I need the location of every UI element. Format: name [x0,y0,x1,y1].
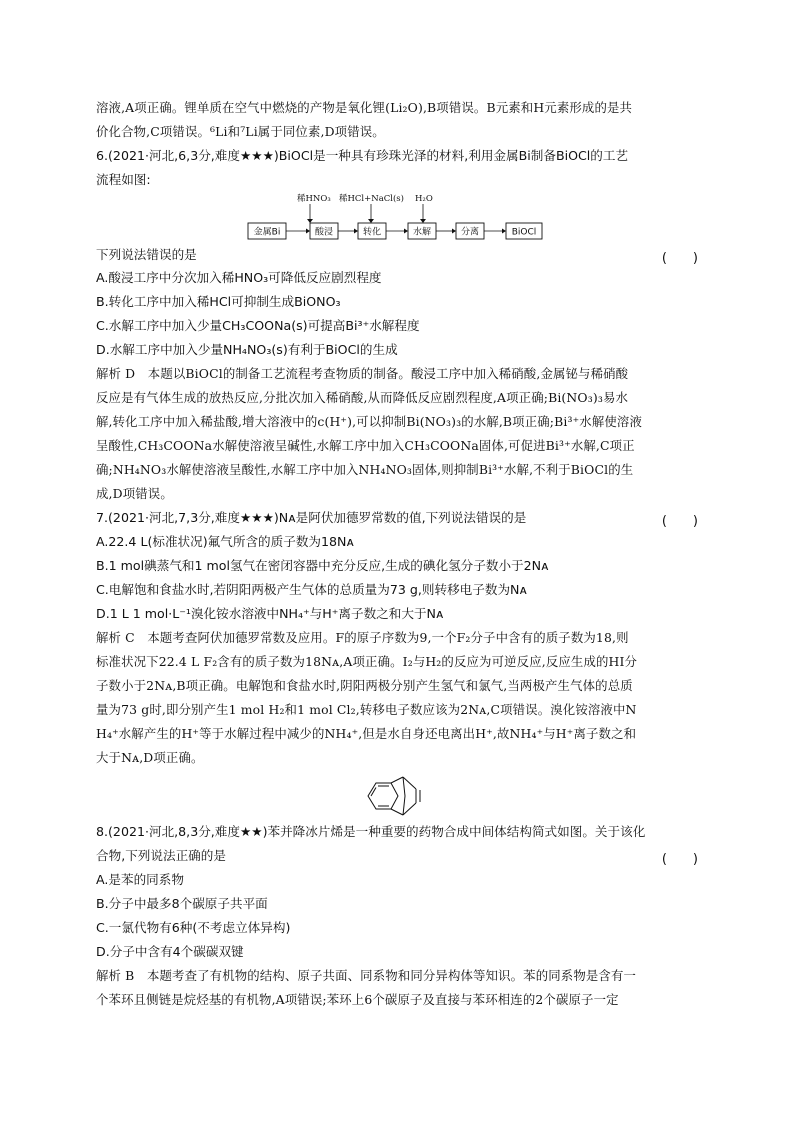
process-flow-diagram [240,193,560,245]
option-b: B.1 mol碘蒸气和1 mol氢气在密闭容器中充分反应,生成的碘化氢分子数小于2Nᴀ [96,558,549,573]
option-a: A.酸浸工序中分次加入稀HNO₃可降低反应剧烈程度 [96,270,382,285]
option-d: D.分子中含有4个碳碳双键 [96,944,244,959]
text-line: 价化合物,C项错误。⁶Li和⁷Li属于同位素,D项错误。 [96,124,385,139]
q6-explanation: 解,转化工序中加入稀盐酸,增大溶液中的c(H⁺),可以抑制Bi(NO₃)₃的水解,B项正确;Bi³⁺水解使溶液 [96,414,642,429]
option-c: C.一氯代物有6种(不考虑立体异构) [96,920,291,935]
option-d: D.1 L 1 mol·L⁻¹溴化铵水溶液中NH₄⁺与H⁺离子数之和大于Nᴀ [96,606,444,621]
q7-explanation: 量为73 g时,即分别产生1 mol H₂和1 mol Cl₂,转移电子数应该为2Nᴀ,C项错误。溴化铵溶液中N [96,702,637,717]
option-b: B.分子中最多8个碳原子共平面 [96,896,268,911]
flow-step-label: 水解 [412,227,432,238]
reagent-label: 稀HCl+NaCl(s) [339,194,404,204]
q7-explanation: H₄⁺水解产生的H⁺等于水解过程中减少的NH₄⁺,但是水自身还电离出H⁺,故NH₄⁺与H⁺离子数之和 [96,726,637,741]
flow-step-label: BiOCl [511,227,537,238]
text-line: 溶液,A项正确。锂单质在空气中燃烧的产物是氧化锂(Li₂O),B项错误。B元素和H元素形成的是共 [96,100,633,115]
reagent-label: H₂O [415,194,433,204]
answer-blank: ( ) [661,514,698,529]
molecule-structure-image [360,771,434,821]
option-c: C.水解工序中加入少量CH₃COONa(s)可提高Bi³⁺水解程度 [96,318,420,333]
q6-explanation: 反应是有气体生成的放热反应,分批次加入稀硝酸,从而降低反应剧烈程度,A项正确;Bi(NO₃)₃易水 [96,390,629,405]
flow-step-label: 转化 [362,227,382,238]
q8-explanation: 个苯环且侧链是烷烃基的有机物,A项错误;苯环上6个碳原子及直接与苯环相连的2个碳原子一定 [96,992,619,1007]
q7-stem: 7.(2021·河北,7,3分,难度★★★)Nᴀ是阿伏加德罗常数的值,下列说法错误的是 [96,510,527,525]
reagent-label: 稀HNO₃ [297,194,331,204]
option-b: B.转化工序中加入稀HCl可抑制生成BiONO₃ [96,294,341,309]
q8-stem-cont: 合物,下列说法正确的是 [96,848,226,863]
answer-blank: ( ) [661,852,698,867]
q8-explanation: 解析 B 本题考查了有机物的结构、原子共面、同系物和同分异构体等知识。苯的同系物是含有一 [96,968,637,983]
answer-blank: ( ) [661,251,698,266]
flow-step-label: 金属Bi [253,227,281,238]
q6-explanation: 呈酸性,CH₃COONa水解使溶液呈碱性,水解工序中加入CH₃COONa固体,可促进Bi³⁺水解,C项正 [96,438,635,453]
option-d: D.水解工序中加入少量NH₄NO₃(s)有利于BiOCl的生成 [96,342,398,357]
q7-explanation: 解析 C 本题考查阿伏加德罗常数及应用。F的原子序数为9,一个F₂分子中含有的质子数为18,则 [96,630,629,645]
q6-prompt: 下列说法错误的是 [96,247,197,262]
option-a: A.是苯的同系物 [96,872,184,887]
q6-explanation: 解析 D 本题以BiOCl的制备工艺流程考查物质的制备。酸浸工序中加入稀硝酸,金属铋与稀硝酸 [96,366,629,381]
q6-explanation: 成,D项错误。 [96,486,173,501]
q7-explanation: 子数小于2Nᴀ,B项正确。电解饱和食盐水时,阴阳两极分别产生氢气和氯气,当两极产生气体的总质 [96,678,633,693]
flow-step-label: 分离 [460,227,480,238]
flow-step-label: 酸浸 [314,227,334,238]
q6-stem-cont: 流程如图: [96,172,151,187]
q6-explanation: 确;NH₄NO₃水解使溶液呈酸性,水解工序中加入NH₄NO₃固体,则抑制Bi³⁺水解,不利于BiOCl的生 [96,462,634,477]
q7-explanation: 大于Nᴀ,D项正确。 [96,750,204,765]
q7-explanation: 标准状况下22.4 L F₂含有的质子数为18Nᴀ,A项正确。I₂与H₂的反应为可逆反应,反应生成的HI分 [96,654,638,669]
option-c: C.电解饱和食盐水时,若阴阳两极产生气体的总质量为73 g,则转移电子数为Nᴀ [96,582,527,597]
q8-stem: 8.(2021·河北,8,3分,难度★★)苯并降冰片烯是一种重要的药物合成中间体结构简式如图。关于该化 [96,824,646,839]
option-a: A.22.4 L(标准状况)氟气所含的质子数为18Nᴀ [96,534,354,549]
q6-stem: 6.(2021·河北,6,3分,难度★★★)BiOCl是一种具有珍珠光泽的材料,利用金属Bi制备BiOCl的工艺 [96,148,629,163]
